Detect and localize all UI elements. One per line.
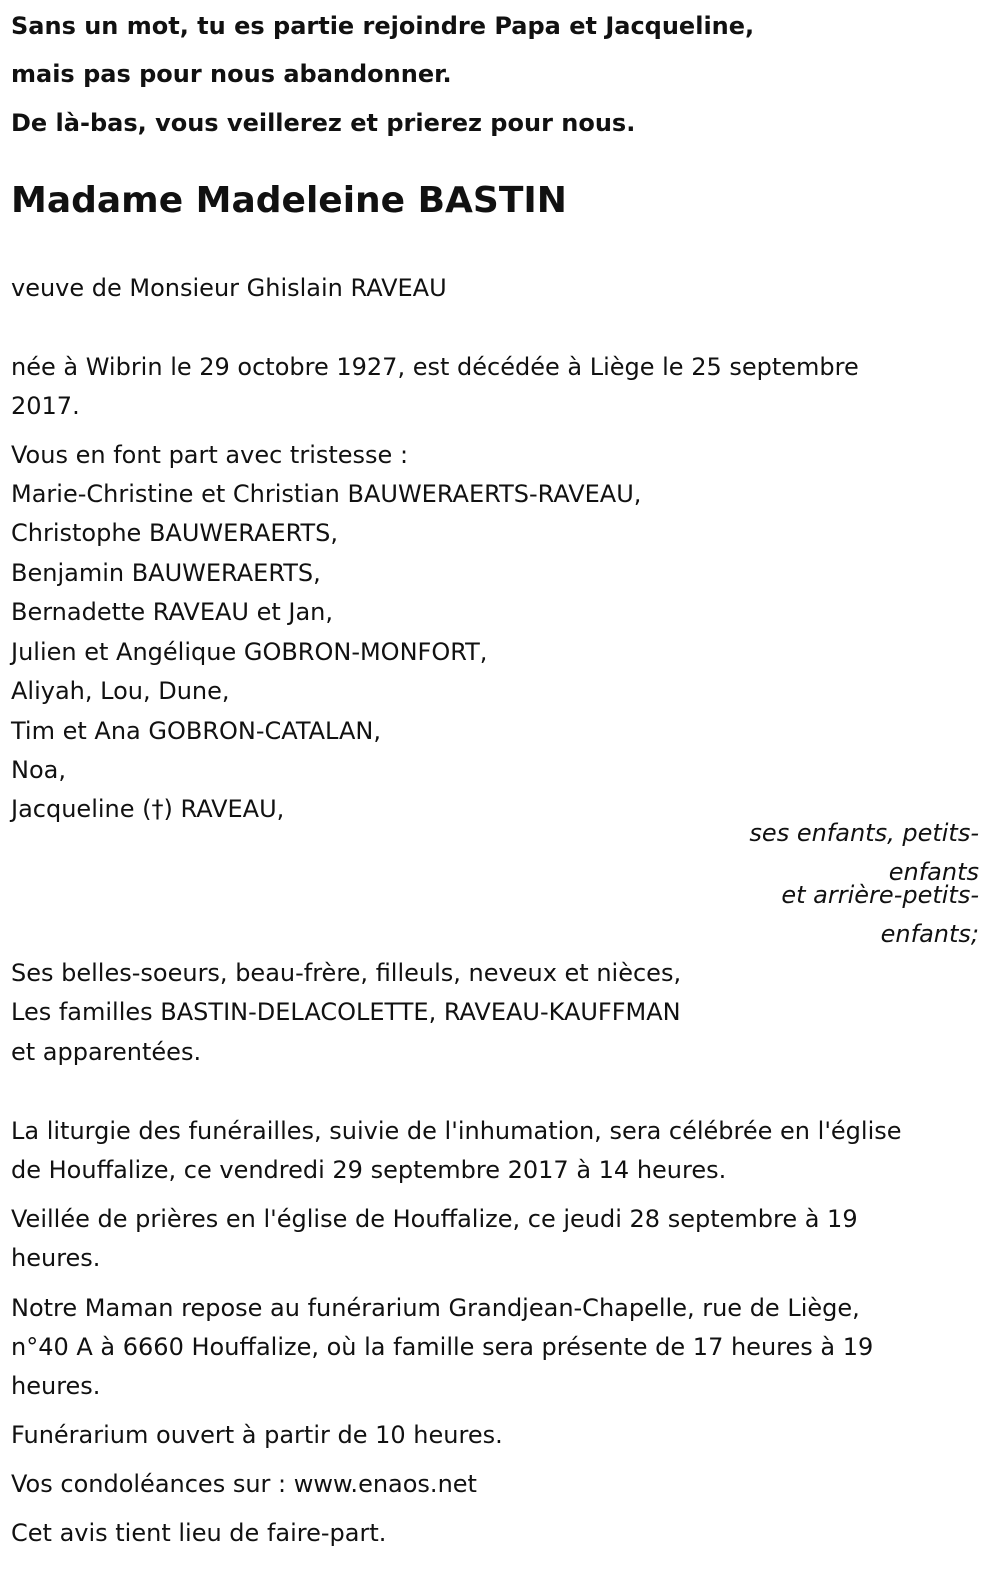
family-member: Julien et Angélique GOBRON-MONFORT, (11, 638, 488, 666)
funeral-home-line-2: n°40 A à 6660 Houffalize, où la famille sera présente de 17 heures à 19 (11, 1333, 874, 1361)
deceased-name: Madame Madeleine BASTIN (11, 180, 567, 221)
family-member: Marie-Christine et Christian BAUWERAERTS-RAVEAU, (11, 480, 642, 508)
family-role-line-3: et arrière-petits- (781, 881, 979, 909)
opening-hours: Funérarium ouvert à partir de 10 heures. (11, 1421, 503, 1449)
family-member: Noa, (11, 756, 66, 784)
ceremony-line-1: La liturgie des funérailles, suivie de l'inhumation, sera célébrée en l'église (11, 1117, 902, 1145)
poem-line-3: De là-bas, vous veillerez et prierez pour nous. (11, 109, 636, 137)
birth-death-line-2: 2017. (11, 392, 80, 420)
vigil-line-1: Veillée de prières en l'église de Houffalize, ce jeudi 28 septembre à 19 (11, 1205, 858, 1233)
family-member: Tim et Ana GOBRON-CATALAN, (11, 717, 381, 745)
extended-family-line-1: Ses belles-soeurs, beau-frère, filleuls, neveux et nièces, (11, 959, 682, 987)
family-member: Jacqueline (†) RAVEAU, (11, 795, 285, 823)
family-role-line-4: enfants; (880, 920, 979, 948)
family-member: Christophe BAUWERAERTS, (11, 519, 339, 547)
funeral-home-line-3: heures. (11, 1372, 101, 1400)
extended-family-line-2: Les familles BASTIN-DELACOLETTE, RAVEAU-KAUFFMAN (11, 998, 681, 1026)
obituary-notice (11, 0, 979, 1591)
extended-family-line-3: et apparentées. (11, 1038, 202, 1066)
family-role-line-1: ses enfants, petits- (749, 819, 979, 847)
funeral-home-line-1: Notre Maman repose au funérarium Grandjean-Chapelle, rue de Liège, (11, 1294, 860, 1322)
widow-line: veuve de Monsieur Ghislain RAVEAU (11, 274, 447, 302)
family-member: Benjamin BAUWERAERTS, (11, 559, 321, 587)
birth-death-line-1: née à Wibrin le 29 octobre 1927, est décédée à Liège le 25 septembre (11, 353, 859, 381)
poem-line-2: mais pas pour nous abandonner. (11, 60, 452, 88)
notice-line: Cet avis tient lieu de faire-part. (11, 1519, 387, 1547)
condolences-line: Vos condoléances sur : www.enaos.net (11, 1470, 477, 1498)
family-role-line-2: enfants (888, 858, 979, 886)
announce-intro: Vous en font part avec tristesse : (11, 441, 409, 469)
vigil-line-2: heures. (11, 1244, 101, 1272)
family-member: Aliyah, Lou, Dune, (11, 677, 230, 705)
family-member: Bernadette RAVEAU et Jan, (11, 598, 334, 626)
poem-line-1: Sans un mot, tu es partie rejoindre Papa et Jacqueline, (11, 12, 755, 40)
ceremony-line-2: de Houffalize, ce vendredi 29 septembre 2017 à 14 heures. (11, 1156, 727, 1184)
